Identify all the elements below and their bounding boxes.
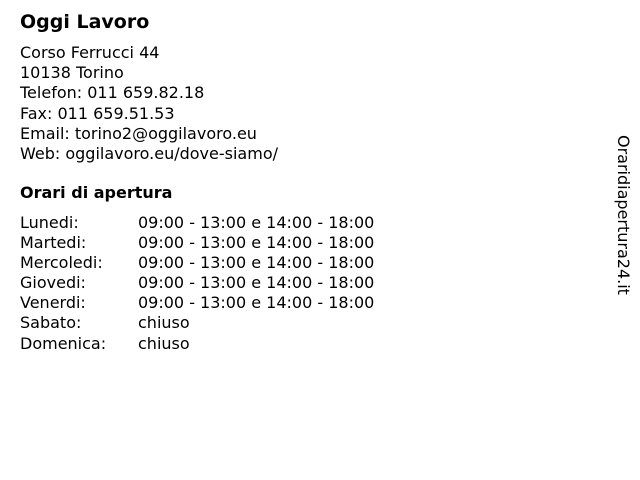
address-street: Corso Ferrucci 44 xyxy=(20,43,160,62)
day-hours: chiuso xyxy=(138,333,190,353)
day-hours: 09:00 - 13:00 e 14:00 - 18:00 xyxy=(138,233,375,253)
business-name: Oggi Lavoro xyxy=(20,11,150,33)
day-label: Lunedi: xyxy=(20,213,79,232)
hours-row-sunday xyxy=(20,334,374,354)
day-label: Venerdi: xyxy=(20,293,86,313)
day-label: Domenica: xyxy=(20,333,107,353)
email-address: Email: torino2@oggilavoro.eu xyxy=(20,123,257,143)
hours-row-monday xyxy=(20,213,374,233)
day-label: Mercoledi: xyxy=(20,253,103,273)
day-hours: chiuso xyxy=(138,313,190,333)
day-label: Sabato: xyxy=(20,313,82,333)
day-hours: 09:00 - 13:00 e 14:00 - 18:00 xyxy=(138,273,375,293)
day-hours: 09:00 - 13:00 e 14:00 - 18:00 xyxy=(138,213,375,232)
website-url: Web: oggilavoro.eu/dove-siamo/ xyxy=(20,144,278,164)
hours-row-tuesday xyxy=(20,233,374,253)
site-brand-vertical xyxy=(612,135,634,310)
day-label: Giovedi: xyxy=(20,273,86,293)
contact-details xyxy=(20,43,278,164)
hours-row-wednesday xyxy=(20,253,374,273)
address-city: 10138 Torino xyxy=(20,63,124,83)
day-hours: 09:00 - 13:00 e 14:00 - 18:00 xyxy=(138,293,375,313)
phone-number: Telefon: 011 659.82.18 xyxy=(20,83,205,103)
day-hours: 09:00 - 13:00 e 14:00 - 18:00 xyxy=(138,253,375,273)
hours-row-thursday xyxy=(20,273,374,293)
fax-number: Fax: 011 659.51.53 xyxy=(20,103,175,123)
opening-hours-table xyxy=(20,213,374,354)
hours-row-saturday xyxy=(20,313,374,333)
day-label: Martedi: xyxy=(20,233,87,253)
site-brand-label: Oraridiapertura24.it xyxy=(614,135,633,295)
opening-hours-heading: Orari di apertura xyxy=(20,183,173,202)
hours-row-friday xyxy=(20,293,374,313)
